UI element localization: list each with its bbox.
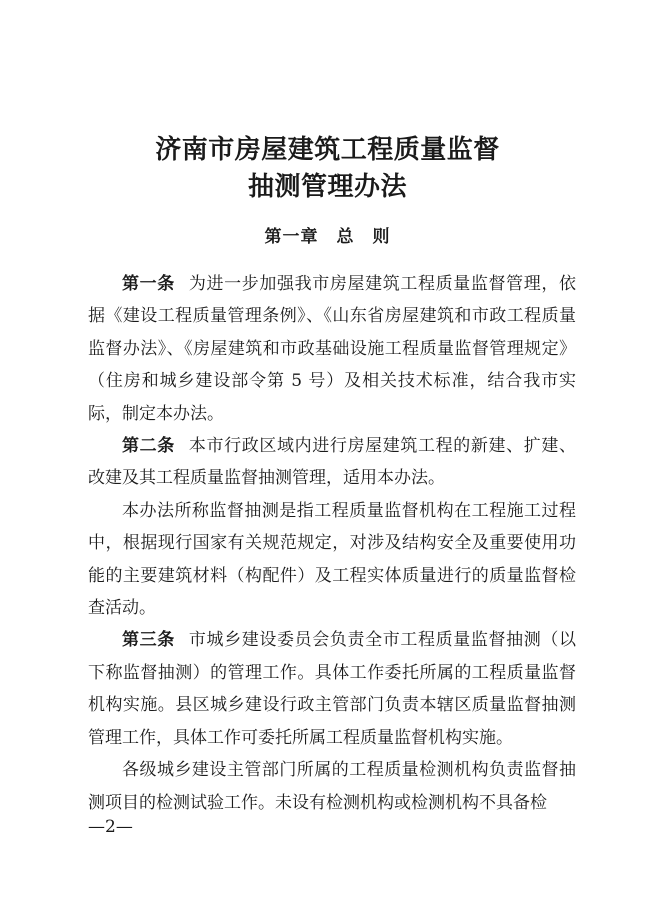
document-title-line1: 济南市房屋建筑工程质量监督 bbox=[155, 135, 500, 165]
article-label: 第二条 bbox=[122, 436, 175, 457]
chapter-name-part2: 则 bbox=[372, 227, 391, 247]
article-label: 第三条 bbox=[122, 630, 175, 651]
paragraph-text: 市城乡建设委员会负责全市工程质量监督抽测（以下称监督抽测）的管理工作。具体工作委托所属的工程质量监督机构实施。县区城乡建设行政主管部门负责本辖区质量监督抽测管理工作，具体工作可委托所属工程质量监督机构实施。 bbox=[88, 630, 576, 748]
paragraph bbox=[88, 430, 576, 495]
paragraph bbox=[88, 268, 576, 430]
chapter-number: 第一章 bbox=[264, 227, 319, 247]
paragraph-text: 本办法所称监督抽测是指工程质量监督机构在工程施工过程中，根据现行国家有关规范规定，对涉及结构安全及重要使用功能的主要建筑材料（构配件）及工程实体质量进行的质量监督检查活动。 bbox=[88, 500, 576, 619]
paragraph bbox=[88, 624, 576, 754]
document-title-line2: 抽测管理办法 bbox=[247, 172, 407, 202]
paragraph-text: 各级城乡建设主管部门所属的工程质量检测机构负责监督抽测项目的检测试验工作。未设有检测机构或检测机构不具备检 bbox=[88, 760, 576, 813]
page-number: —2— bbox=[88, 817, 133, 837]
paragraph-text: 为进一步加强我市房屋建筑工程质量监督管理，依据《建设工程质量管理条例》、《山东省房屋建筑和市政工程质量监督办法》、《房屋建筑和市政基础设施工程质量监督管理规定》（住房和城乡建设部令第 5 号）及相关技术标准，结合我市实际，制定本办法。 bbox=[88, 274, 576, 424]
paragraph bbox=[88, 495, 576, 625]
chapter-heading bbox=[0, 225, 655, 249]
paragraph bbox=[88, 754, 576, 819]
chapter-name-part1: 总 bbox=[336, 227, 355, 247]
article-label: 第一条 bbox=[122, 274, 175, 294]
paragraph-text: 本市行政区域内进行房屋建筑工程的新建、扩建、改建及其工程质量监督抽测管理，适用本办法。 bbox=[88, 436, 576, 489]
document-body bbox=[88, 268, 576, 819]
